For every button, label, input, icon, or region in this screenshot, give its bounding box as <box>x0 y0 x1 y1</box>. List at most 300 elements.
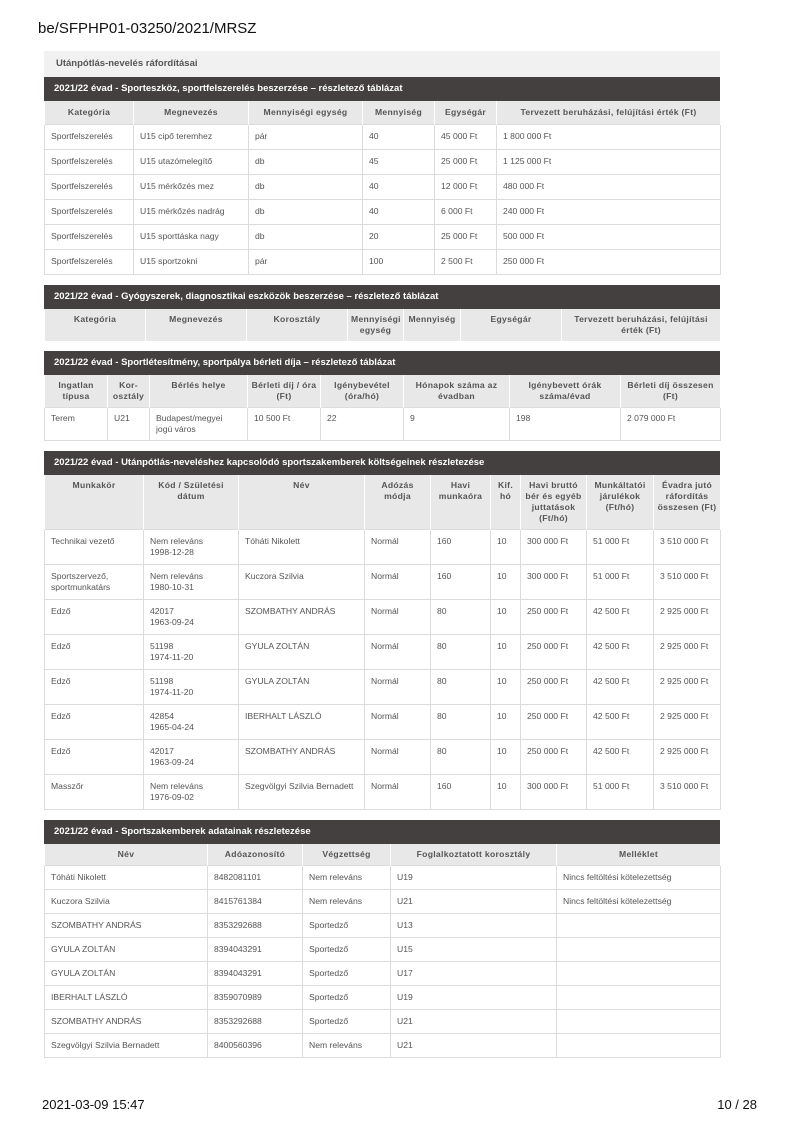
table-cell <box>435 150 497 175</box>
table-cell <box>435 175 497 200</box>
table-cell <box>391 1034 557 1058</box>
table-row <box>45 200 721 225</box>
cell-text: U19 <box>397 872 413 882</box>
cell-text: 51198 <box>150 676 174 686</box>
col-header: Igénybevétel (óra/hó) <box>321 375 404 408</box>
table-cell <box>491 740 521 775</box>
table-cell <box>557 1034 721 1058</box>
cell-text: U13 <box>397 920 413 930</box>
table-cell <box>45 250 134 275</box>
col-header: Mennyiségi egység <box>348 309 404 341</box>
cell-text: 51198 <box>150 641 174 651</box>
cell-text: 1965-04-24 <box>150 722 194 732</box>
table-cell <box>45 530 144 565</box>
table-cell <box>587 565 654 600</box>
table-cell <box>45 962 208 986</box>
table-cell <box>45 200 134 225</box>
table-cell <box>365 740 431 775</box>
cell-text: 160 <box>437 536 452 546</box>
table-cell <box>431 530 491 565</box>
cell-text: Nem releváns <box>309 896 363 906</box>
table-cell <box>208 914 303 938</box>
table-row <box>45 914 721 938</box>
cell-text: 1976-09-02 <box>150 792 194 802</box>
cell-text: U15 <box>397 944 413 954</box>
col-header: Mennyiség <box>404 309 461 341</box>
table-cell <box>491 635 521 670</box>
table-cell <box>303 986 391 1010</box>
cell-text: 300 000 Ft <box>527 536 569 546</box>
cell-text: U15 sporttáska nagy <box>140 231 219 241</box>
table-cell <box>239 775 365 810</box>
table-cell <box>303 938 391 962</box>
cell-text: 10 <box>497 746 507 756</box>
col-header: Mennyiség <box>363 101 435 125</box>
cell-text: 2 925 000 Ft <box>660 676 709 686</box>
cell-text: SZOMBATHY ANDRÁS <box>245 606 336 616</box>
table-cell <box>587 600 654 635</box>
table-cell <box>45 125 134 150</box>
col-header: Végzettség <box>303 844 391 866</box>
cell-text: 42 500 Ft <box>593 641 630 651</box>
cell-text: 250 000 Ft <box>527 711 569 721</box>
cell-text: Szegvölgyi Szilvia Bernadett <box>51 1040 160 1050</box>
cell-text: 9 <box>410 413 415 423</box>
cell-text: 300 000 Ft <box>527 571 569 581</box>
col-header: Kategória <box>45 309 146 341</box>
table-cell <box>144 565 239 600</box>
table-cell <box>621 408 721 441</box>
rental-table <box>44 375 721 441</box>
table-cell <box>239 670 365 705</box>
col-header: Tervezett beruházási, felújítási érték (Ft) <box>562 309 721 341</box>
table-cell <box>365 775 431 810</box>
table-row <box>45 635 721 670</box>
cell-text: Normál <box>371 781 399 791</box>
table-cell <box>435 225 497 250</box>
col-header: Bérleti díj / óra (Ft) <box>248 375 321 408</box>
cell-text: GYULA ZOLTÁN <box>51 944 116 954</box>
cell-text: 6 000 Ft <box>441 206 473 216</box>
footer-page-number: 10 / 28 <box>717 1097 757 1112</box>
table-header-row <box>45 375 721 408</box>
table-cell <box>144 635 239 670</box>
table-row <box>45 408 721 441</box>
table-row <box>45 530 721 565</box>
table-cell <box>654 600 721 635</box>
table-cell <box>431 740 491 775</box>
main-section <box>44 51 720 1058</box>
table-row <box>45 775 721 810</box>
cell-text: Nem releváns <box>309 1040 363 1050</box>
table-cell <box>45 1010 208 1034</box>
table-row <box>45 890 721 914</box>
table-cell <box>431 670 491 705</box>
cell-text: 160 <box>437 781 452 791</box>
cell-text: 8359070989 <box>214 992 262 1002</box>
col-header: Egységár <box>435 101 497 125</box>
table-cell <box>45 565 144 600</box>
table-cell <box>45 986 208 1010</box>
table-cell <box>435 250 497 275</box>
table-cell <box>587 670 654 705</box>
table-cell <box>208 1010 303 1034</box>
cell-text: 25 000 Ft <box>441 231 478 241</box>
table-cell <box>134 175 249 200</box>
cell-text: Sportedző <box>309 992 349 1002</box>
table-cell <box>365 670 431 705</box>
cell-text: Sportfelszerelés <box>51 131 113 141</box>
cell-text: Sportfelszerelés <box>51 156 113 166</box>
cell-text: GYULA ZOLTÁN <box>51 968 116 978</box>
cell-text: Normál <box>371 746 399 756</box>
cell-text: 42854 <box>150 711 174 721</box>
cell-text: 1980-10-31 <box>150 582 194 592</box>
cell-text: 1963-09-24 <box>150 617 194 627</box>
table-cell <box>363 225 435 250</box>
cell-text: Masszőr <box>51 781 84 791</box>
cell-text: 1963-09-24 <box>150 757 194 767</box>
table-cell <box>557 914 721 938</box>
table-row <box>45 600 721 635</box>
cell-text: Edző <box>51 711 71 721</box>
table-cell <box>144 775 239 810</box>
document-id: be/SFPHP01-03250/2021/MRSZ <box>38 20 257 37</box>
col-header: Korosztály <box>247 309 348 341</box>
table-cell <box>134 150 249 175</box>
table-row <box>45 250 721 275</box>
table-cell <box>45 866 208 890</box>
cell-text: Sportszervező, sportmunkatárs <box>51 571 111 592</box>
cell-text: Kuczora Szilvia <box>245 571 304 581</box>
cell-text: 3 510 000 Ft <box>660 781 709 791</box>
cell-text: U21 <box>114 413 130 423</box>
table-cell <box>521 565 587 600</box>
cell-text: 51 000 Ft <box>593 781 630 791</box>
cell-text: 51 000 Ft <box>593 536 630 546</box>
staff-cost-table <box>44 475 721 810</box>
col-header: Havi bruttó bér és egyéb juttatások (Ft/hó) <box>521 475 587 530</box>
table-cell <box>365 705 431 740</box>
col-header: Igénybevett órák száma/évad <box>510 375 621 408</box>
table-cell <box>249 200 363 225</box>
cell-text: 1974-11-20 <box>150 652 194 662</box>
table-cell <box>491 565 521 600</box>
cell-text: Normál <box>371 711 399 721</box>
equipment-table <box>44 101 721 275</box>
table-cell <box>45 938 208 962</box>
cell-text: Sportedző <box>309 1016 349 1026</box>
table-cell <box>249 175 363 200</box>
table-cell <box>144 530 239 565</box>
cell-text: 8482081101 <box>214 872 262 882</box>
table-cell <box>521 530 587 565</box>
cell-text: U21 <box>397 1016 413 1026</box>
table-row <box>45 125 721 150</box>
cell-text: 2 925 000 Ft <box>660 746 709 756</box>
table-cell <box>365 600 431 635</box>
table-row <box>45 150 721 175</box>
table-cell <box>45 775 144 810</box>
table-cell <box>521 670 587 705</box>
table-cell <box>363 200 435 225</box>
cell-text: 40 <box>369 206 379 216</box>
table-cell <box>45 408 108 441</box>
cell-text: 2 079 000 Ft <box>627 413 676 423</box>
cell-text: Normál <box>371 571 399 581</box>
cell-text: 40 <box>369 131 379 141</box>
col-header: Melléklet <box>557 844 721 866</box>
table-cell <box>363 150 435 175</box>
table-cell <box>391 938 557 962</box>
cell-text: 8394043291 <box>214 944 262 954</box>
table-cell <box>45 914 208 938</box>
table-cell <box>303 866 391 890</box>
col-header: Kif. hó <box>491 475 521 530</box>
cell-text: Nem releváns <box>150 781 204 791</box>
table-cell <box>491 670 521 705</box>
cell-text: 10 <box>497 641 507 651</box>
table-cell <box>521 635 587 670</box>
cell-text: 10 <box>497 606 507 616</box>
cell-text: Normál <box>371 606 399 616</box>
cell-text: 25 000 Ft <box>441 156 478 166</box>
cell-text: 8400560396 <box>214 1040 262 1050</box>
table-cell <box>303 962 391 986</box>
cell-text: Edző <box>51 746 71 756</box>
table-cell <box>431 775 491 810</box>
cell-text: U15 sportzokni <box>140 256 198 266</box>
table-cell <box>521 705 587 740</box>
cell-text: Normál <box>371 536 399 546</box>
cell-text: Sportfelszerelés <box>51 256 113 266</box>
col-header: Kor-osztály <box>108 375 150 408</box>
table-cell <box>587 705 654 740</box>
cell-text: 2 925 000 Ft <box>660 641 709 651</box>
table-cell <box>303 1034 391 1058</box>
table-cell <box>587 775 654 810</box>
table-cell <box>144 600 239 635</box>
col-header: Megnevezés <box>146 309 247 341</box>
table-cell <box>654 705 721 740</box>
cell-text: 250 000 Ft <box>503 256 545 266</box>
table-cell <box>45 705 144 740</box>
table-cell <box>654 530 721 565</box>
table-cell <box>391 986 557 1010</box>
table-row <box>45 1034 721 1058</box>
cell-text: 1 125 000 Ft <box>503 156 552 166</box>
table-cell <box>239 705 365 740</box>
table-cell <box>108 408 150 441</box>
cell-text: 2 500 Ft <box>441 256 473 266</box>
cell-text: Normál <box>371 641 399 651</box>
cell-text: 100 <box>369 256 384 266</box>
cell-text: 300 000 Ft <box>527 781 569 791</box>
col-header: Név <box>239 475 365 530</box>
table-cell <box>208 890 303 914</box>
cell-text: Nincs feltöltési kötelezettség <box>563 872 672 882</box>
col-header: Bérlés helye <box>150 375 248 408</box>
cell-text: 42 500 Ft <box>593 676 630 686</box>
table-cell <box>497 225 721 250</box>
cell-text: 2 925 000 Ft <box>660 711 709 721</box>
cell-text: Kuczora Szilvia <box>51 896 110 906</box>
cell-text: 10 <box>497 571 507 581</box>
cell-text: 160 <box>437 571 452 581</box>
table-cell <box>391 1010 557 1034</box>
cell-text: U21 <box>397 1040 413 1050</box>
table1-title: 2021/22 évad - Sporteszköz, sportfelszerelés beszerzése – részletező táblázat <box>44 77 720 101</box>
table-cell <box>557 1010 721 1034</box>
table-cell <box>45 150 134 175</box>
table-cell <box>557 986 721 1010</box>
section-title: Utánpótlás-nevelés ráfordításai <box>44 51 720 77</box>
table-row <box>45 866 721 890</box>
table-cell <box>249 250 363 275</box>
table-cell <box>239 635 365 670</box>
table-cell <box>239 565 365 600</box>
cell-text: pár <box>255 131 268 141</box>
cell-text: 1998-12-28 <box>150 547 194 557</box>
col-header: Adózás módja <box>365 475 431 530</box>
cell-text: 8415761384 <box>214 896 262 906</box>
table-cell <box>557 962 721 986</box>
cell-text: 40 <box>369 181 379 191</box>
cell-text: U21 <box>397 896 413 906</box>
cell-text: U15 mérkőzés nadrág <box>140 206 225 216</box>
table-cell <box>587 740 654 775</box>
col-header: Adóazonosító <box>208 844 303 866</box>
cell-text: Nem releváns <box>150 571 204 581</box>
cell-text: IBERHALT LÁSZLÓ <box>51 992 128 1002</box>
table-cell <box>239 530 365 565</box>
cell-text: U15 cipő teremhez <box>140 131 213 141</box>
table-cell <box>144 705 239 740</box>
col-header: Tervezett beruházási, felújítási érték (Ft) <box>497 101 721 125</box>
table3-title: 2021/22 évad - Sportlétesítmény, sportpálya bérleti díja – részletező táblázat <box>44 351 720 375</box>
cell-text: 22 <box>327 413 337 423</box>
cell-text: Sportfelszerelés <box>51 231 113 241</box>
cell-text: 42 500 Ft <box>593 711 630 721</box>
cell-text: Sportedző <box>309 944 349 954</box>
table-cell <box>303 1010 391 1034</box>
cell-text: 3 510 000 Ft <box>660 536 709 546</box>
col-header: Foglalkoztatott korosztály <box>391 844 557 866</box>
cell-text: 80 <box>437 746 447 756</box>
medical-table <box>44 309 721 341</box>
col-header: Kód / Születési dátum <box>144 475 239 530</box>
table-cell <box>208 962 303 986</box>
table-cell <box>654 740 721 775</box>
cell-text: 10 <box>497 781 507 791</box>
cell-text: 10 <box>497 676 507 686</box>
cell-text: U17 <box>397 968 413 978</box>
table-cell <box>497 175 721 200</box>
table-cell <box>491 600 521 635</box>
table-cell <box>239 600 365 635</box>
cell-text: 1974-11-20 <box>150 687 194 697</box>
table-cell <box>654 775 721 810</box>
cell-text: Sportfelszerelés <box>51 206 113 216</box>
table-row <box>45 225 721 250</box>
col-header: Megnevezés <box>134 101 249 125</box>
table-cell <box>497 200 721 225</box>
cell-text: 250 000 Ft <box>527 746 569 756</box>
cell-text: 80 <box>437 641 447 651</box>
cell-text: Szegvölgyi Szilvia Bernadett <box>245 781 354 791</box>
cell-text: 20 <box>369 231 379 241</box>
table-cell <box>134 250 249 275</box>
table-cell <box>144 670 239 705</box>
table-cell <box>208 1034 303 1058</box>
table-cell <box>654 670 721 705</box>
table-cell <box>239 740 365 775</box>
cell-text: 10 500 Ft <box>254 413 291 423</box>
col-header: Mennyiségi egység <box>249 101 363 125</box>
cell-text: U15 mérkőzés mez <box>140 181 215 191</box>
col-header: Bérleti díj összesen (Ft) <box>621 375 721 408</box>
table-cell <box>521 600 587 635</box>
cell-text: U19 <box>397 992 413 1002</box>
staff-data-table <box>44 844 721 1058</box>
table-cell <box>391 866 557 890</box>
table-row <box>45 175 721 200</box>
footer-timestamp: 2021-03-09 15:47 <box>42 1097 145 1112</box>
table4-title: 2021/22 évad - Utánpótlás-neveléshez kapcsolódó sportszakemberek költségeinek részletezése <box>44 451 720 475</box>
table-cell <box>363 175 435 200</box>
table-cell <box>363 125 435 150</box>
table-cell <box>431 565 491 600</box>
cell-text: 8394043291 <box>214 968 262 978</box>
cell-text: db <box>255 156 265 166</box>
cell-text: 8353292688 <box>214 1016 262 1026</box>
table-cell <box>557 866 721 890</box>
table-cell <box>557 890 721 914</box>
cell-text: SZOMBATHY ANDRÁS <box>51 920 142 930</box>
table-cell <box>303 914 391 938</box>
table-cell <box>435 200 497 225</box>
col-header: Ingatlan típusa <box>45 375 108 408</box>
cell-text: 10 <box>497 536 507 546</box>
table-cell <box>587 635 654 670</box>
table-cell <box>365 635 431 670</box>
table-cell <box>363 250 435 275</box>
table-cell <box>404 408 510 441</box>
table-cell <box>497 150 721 175</box>
cell-text: 80 <box>437 711 447 721</box>
cell-text: pár <box>255 256 268 266</box>
table-cell <box>491 775 521 810</box>
cell-text: Terem <box>51 413 75 423</box>
table-cell <box>208 866 303 890</box>
col-header: Évadra jutó ráfordítás összesen (Ft) <box>654 475 721 530</box>
cell-text: 480 000 Ft <box>503 181 545 191</box>
cell-text: GYULA ZOLTÁN <box>245 676 310 686</box>
cell-text: Sportfelszerelés <box>51 181 113 191</box>
table-row <box>45 986 721 1010</box>
table-cell <box>521 775 587 810</box>
cell-text: Nem releváns <box>309 872 363 882</box>
table2-title: 2021/22 évad - Gyógyszerek, diagnosztikai eszközök beszerzése – részletező táblázat <box>44 285 720 309</box>
cell-text: SZOMBATHY ANDRÁS <box>245 746 336 756</box>
cell-text: 42 500 Ft <box>593 606 630 616</box>
table-cell <box>431 635 491 670</box>
table-cell <box>150 408 248 441</box>
table-cell <box>431 600 491 635</box>
cell-text: Edző <box>51 676 71 686</box>
cell-text: Sportedző <box>309 968 349 978</box>
table-header-row <box>45 309 721 341</box>
